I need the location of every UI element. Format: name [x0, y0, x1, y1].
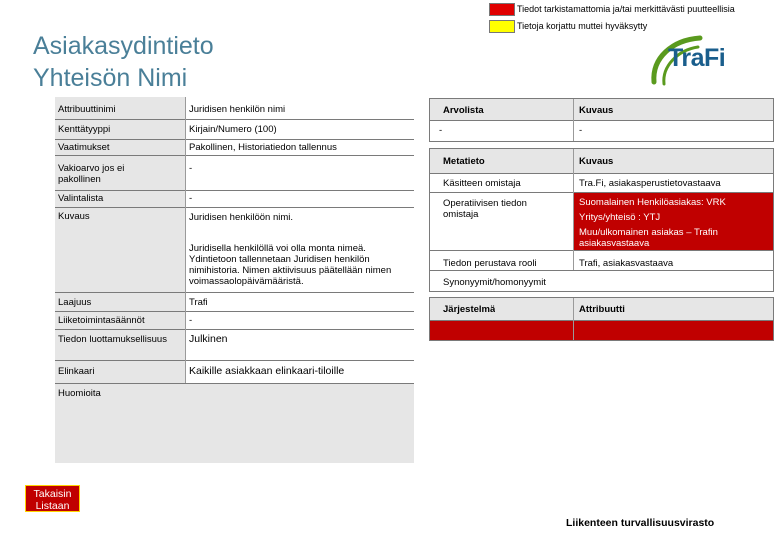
- legend-red-text: Tiedot tarkistamattomia ja/tai merkittävästi puutteellisia: [517, 4, 735, 14]
- perustava-rooli-label: Tiedon perustava rooli: [443, 258, 537, 269]
- jarjestelma-header: Järjestelmä: [443, 304, 496, 315]
- perustava-rooli-value: Trafi, asiakasvastaava: [579, 258, 674, 269]
- arvolista-value: -: [439, 125, 443, 136]
- metatieto-header: Metatieto: [443, 156, 485, 167]
- trafi-logo: [648, 32, 758, 94]
- attr-label-elinkaari: Elinkaari: [58, 366, 95, 377]
- metatieto-table: [429, 148, 774, 292]
- attr-label-vakioarvo: Vakioarvo jos ei pakollinen: [58, 163, 125, 185]
- kasitteen-omistaja-label: Käsitteen omistaja: [443, 178, 521, 189]
- arvolista-table: [429, 98, 774, 142]
- back-to-list-button[interactable]: [25, 485, 80, 512]
- attr-label-laajuus: Laajuus: [58, 297, 92, 308]
- attr-value-kenttatyyppi: Kirjain/Numero (100): [189, 124, 277, 135]
- back-button-line1: Takaisin: [33, 488, 72, 500]
- attr-value-elinkaari: Kaikille asiakkaan elinkaari-tiloille: [189, 366, 345, 377]
- jarjestelma-empty-row-highlight: [430, 320, 773, 340]
- footer-agency-name: Liikenteen turvallisuusvirasto: [566, 517, 715, 529]
- legend-red-swatch: [489, 3, 515, 16]
- attr-label-luottamuksellisuus: Tiedon luottamuksellisuus: [58, 334, 167, 345]
- legend-yellow-text: Tietoja korjattu muttei hyväksytty: [517, 21, 648, 31]
- operatiivinen-omistaja-value-1: Suomalainen Henkilöasiakas: VRK: [579, 197, 726, 208]
- attr-value-kuvaus: Juridisen henkilöön nimi.: [189, 212, 294, 223]
- attr-value-liiketoimintasaannot: -: [189, 315, 193, 326]
- attr-label-huomioita: Huomioita: [58, 388, 101, 399]
- page-title-line1: Asiakasydintieto: [33, 32, 214, 60]
- attr-value-laajuus: Trafi: [189, 297, 208, 308]
- attr-label-attribuuttinimi: Attribuuttinimi: [58, 104, 116, 115]
- arvolista-header: Arvolista: [443, 105, 484, 116]
- trafi-logo-text: TraFi: [668, 44, 726, 72]
- attr-label-valintalista: Valintalista: [58, 193, 104, 204]
- operatiivinen-omistaja-label: Operatiivisen tiedon omistaja: [443, 198, 527, 220]
- page-title-line2: Yhteisön Nimi: [33, 64, 188, 92]
- jarjestelma-table: [429, 297, 774, 341]
- kasitteen-omistaja-value: Tra.Fi, asiakasperustietovastaava: [579, 178, 721, 189]
- operatiivinen-omistaja-value-3: Muu/ulkomainen asiakas – Trafin asiakasvastaava: [579, 227, 718, 249]
- synonyymit-label: Synonyymit/homonyymit: [443, 277, 546, 288]
- back-button-line2: Listaan: [35, 500, 70, 512]
- attr-value-luottamuksellisuus: Julkinen: [189, 334, 228, 345]
- attr-value-valintalista: -: [189, 193, 193, 204]
- attr-value-vakioarvo: -: [189, 163, 193, 174]
- attr-value-kuvaus-detail: Juridisella henkilöllä voi olla monta nimeä. Ydintietoon tallennetaan Juridisen henkilön nimihistoria. Nimen aktiivisuus päätellään nimen voimassaolopäivämääristä.: [189, 243, 392, 287]
- arvolista-kuvaus-header: Kuvaus: [579, 105, 614, 116]
- attr-value-attribuuttinimi: Juridisen henkilön nimi: [189, 104, 286, 115]
- attr-label-vaatimukset: Vaatimukset: [58, 142, 110, 153]
- attr-label-liiketoimintasaannot: Liiketoimintasäännöt: [58, 315, 145, 326]
- attr-label-kuvaus: Kuvaus: [58, 211, 90, 222]
- metatieto-kuvaus-header: Kuvaus: [579, 156, 614, 167]
- arvolista-kuvaus-value: -: [579, 125, 583, 136]
- attr-label-kenttatyyppi: Kenttätyyppi: [58, 124, 111, 135]
- legend-yellow-swatch: [489, 20, 515, 33]
- operatiivinen-omistaja-value-2: Yritys/yhteisö : YTJ: [579, 212, 661, 223]
- jarjestelma-attribuutti-header: Attribuutti: [579, 304, 625, 315]
- attr-value-vaatimukset: Pakollinen, Historiatiedon tallennus: [189, 142, 337, 153]
